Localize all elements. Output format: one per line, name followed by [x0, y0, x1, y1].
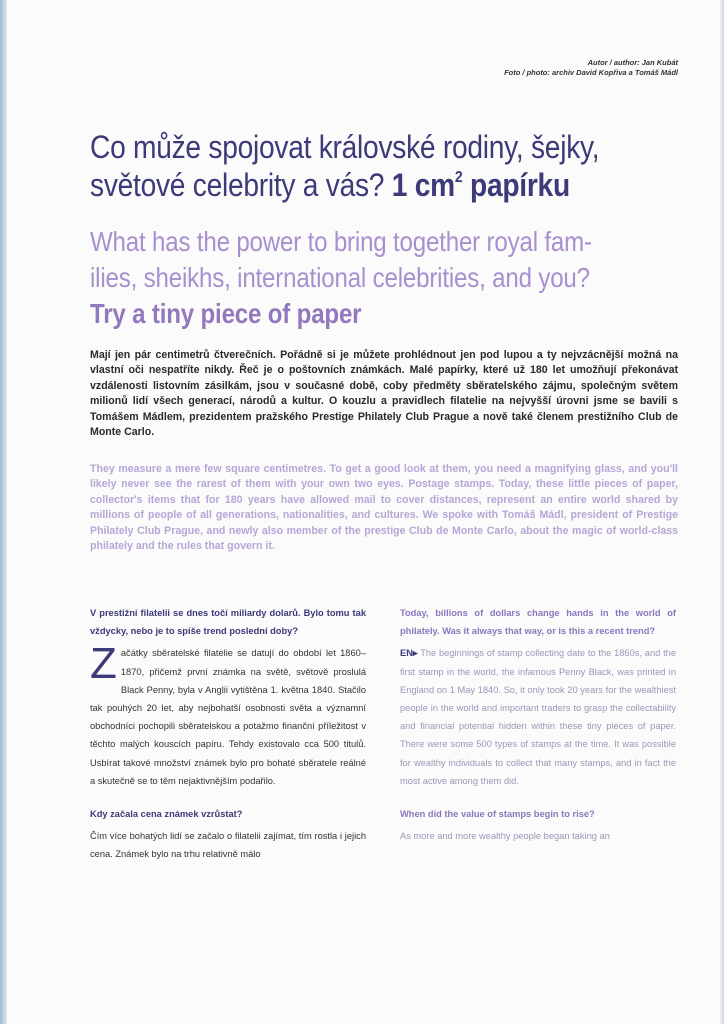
lead-paragraph-english: They measure a mere few square centimetres. To get a good look at them, you need a magnifying glass, and you'll likely never see the rarest of them with your own two eyes. Postage stamps. Today, these little pieces of paper, collector's items that for 180 years have allowed mail to cover distances, represent an entire world shared by millions of people of all generations, nationalities, and cultures. We spoke with Tomáš Mádl, president of Prestige Philately Club Prague, and newly also member of the prestige Club de Monte Carlo, about the magic of world-class philately and the rules that govern it. — [90, 463, 678, 553]
headline-czech — [90, 128, 618, 204]
headline-czech-line2-normal: světové celebrity a vás? — [90, 167, 392, 203]
headline-czech-unit: 1 cm — [391, 167, 455, 203]
headline-czech-line1: Co může spojovat královské rodiny, šejky, — [90, 129, 600, 165]
credits — [504, 58, 678, 78]
question-2-czech: Kdy začala cena známek vzrůstat? — [90, 809, 243, 820]
headline-english-line3: Try a tiny piece of paper — [90, 298, 362, 329]
answer-2-czech: Čím více bohatých lidí se začalo o filatelii zajímat, tím rostla i jejich cena. Známek bylo na trhu relativně málo — [90, 831, 366, 860]
answer-1-english — [400, 644, 676, 790]
question-1-english: Today, billions of dollars change hands in the world of philately. Was it always that way, or is this a recent trend? — [400, 608, 676, 637]
column-czech — [90, 604, 366, 864]
scan-edge-left — [0, 0, 7, 1024]
photo-credit: Foto / photo: archiv David Kopřiva a Tomáš Mádl — [504, 68, 678, 77]
headline-czech-line2 — [90, 166, 618, 204]
question-2-english: When did the value of stamps begin to rise? — [400, 809, 595, 820]
lead-paragraph-czech: Mají jen pár centimetrů čtverečních. Pořádně si je můžete prohlédnout jen pod lupou a ty nejvzácnější možná na vlastní oči nespatříte nikdy. Řeč je o poštovních známkách. Malé papírky, které už 180 let umožňují překonávat vzdálenosti listovním zásilkám, jsou v současné době, coby předměty sběratelského zájmu, společným světem milionů lidí všech generací, národů a kultur. O kouzlu a pravidlech filatelie na nejvyšší úrovni jsme se bavili s Tomášem Mádlem, prezidentem pražského Prestige Philately Club Prague a nově také členem prestižního Club de Monte Carlo. — [90, 349, 678, 439]
author-credit: Autor / author: Jan Kubát — [587, 58, 678, 67]
question-1-czech: V prestižní filatelii se dnes točí miliardy dolarů. Bylo tomu tak vždycky, nebo je to spíše trend poslední doby? — [90, 608, 366, 637]
answer-1-english-text: The beginnings of stamp collecting date to the 1860s, and the first stamp in the world, the infamous Penny Black, was printed in England on 1 May 1840. So, it only took 20 years for the wealthiest people in the world and important traders to grasp the collectability and financial potential hidden within these tiny pieces of paper. There were some 500 types of stamps at the time. It was possible for wealthy individuals to collect that many stamps, and in fact the most active among them did. — [400, 648, 676, 786]
headline-english — [90, 224, 649, 332]
headline-english-line2: ilies, sheikhs, international celebrities, and you? — [90, 262, 590, 293]
column-english — [400, 604, 676, 845]
answer-2-english: As more and more wealthy people began taking an — [400, 831, 610, 842]
en-language-tag: EN▸ — [400, 648, 418, 659]
drop-cap: Z — [90, 639, 117, 689]
headline-english-line1: What has the power to bring together royal fam- — [90, 226, 592, 257]
answer-1-czech — [90, 639, 366, 790]
answer-1-czech-text: ačátky sběratelské filatelie se datují do období let 1860–1870, přičemž první známka na světě, světově proslulá Black Penny, byla v Anglii vytištěna 1. května 1840. Stačilo tak pouhých 20 let, aby nejbohatší osobnosti světa a významní obchodníci pochopili sběratelskou a potažmo finanční příležitost v těchto malých kouscích papíru. Tehdy existovalo cca 500 titulů. Usbírat takové množství známek bylo pro bohaté sběratele reálné a skutečně se to těm nejaktivnějším podařilo. — [90, 648, 366, 786]
headline-czech-tail: papírku — [462, 167, 570, 203]
scan-edge-right — [720, 0, 724, 1024]
headline-czech-superscript: 2 — [454, 169, 463, 186]
